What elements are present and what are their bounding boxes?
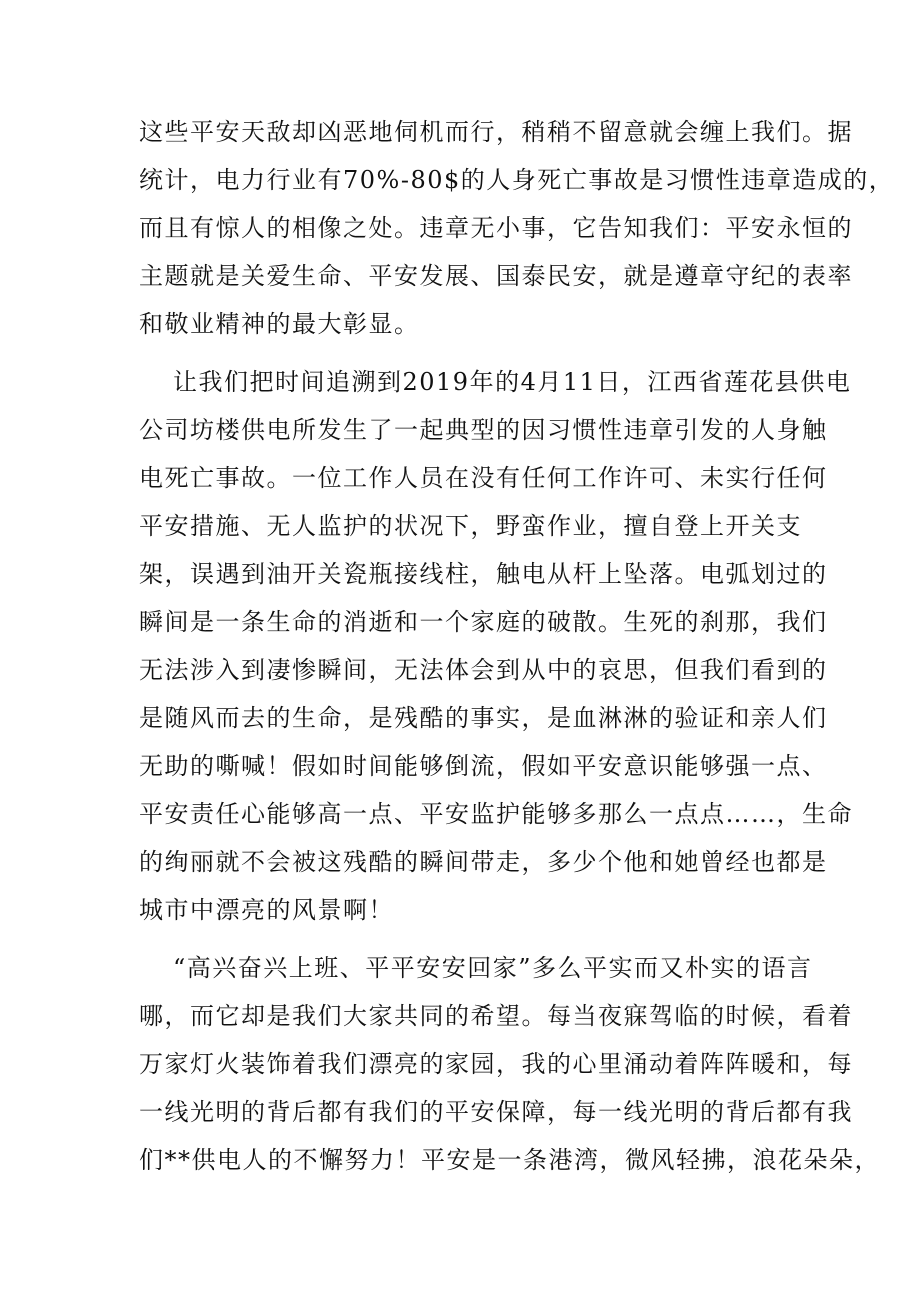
text-line: 电死亡事故。一位工作人员在没有任何工作许可、未实行任何 (139, 464, 828, 492)
text-line: 无助的嘶喊！假如时间能够倒流，假如平安意识能够强一点、 (139, 752, 828, 780)
paragraph-1 (139, 108, 895, 348)
text-line: 平安责任心能够高一点、平安监护能够多那么一点点……，生命 (139, 800, 853, 828)
text-line: 而且有惊人的相像之处。违章无小事，它告知我们：平安永恒的 (139, 214, 853, 242)
text-line: 架，误遇到油开关瓷瓶接线柱，触电从杆上坠落。电弧划过的 (139, 560, 828, 588)
text-line: 的绚丽就不会被这残酷的瞬间带走，多少个他和她曾经也都是 (139, 848, 828, 876)
text-line: 一线光明的背后都有我们的平安保障，每一线光明的背后都有我 (139, 1098, 853, 1126)
text-line: 瞬间是一条生命的消逝和一个家庭的破散。生死的刹那，我们 (139, 608, 828, 636)
text-line: 们**供电人的不懈努力！平安是一条港湾，微风轻拂，浪花朵朵， (139, 1146, 880, 1174)
text-line: 这些平安天敌却凶恶地伺机而行，稍稍不留意就会缠上我们。据 (139, 118, 853, 146)
text-line: 哪，而它却是我们大家共同的希望。每当夜寐驾临的时候，看着 (139, 1002, 853, 1030)
paragraph-spacer (139, 348, 789, 358)
text-line: 平安措施、无人监护的状况下，野蛮作业，擅自登上开关支 (139, 512, 802, 540)
paragraph-2 (139, 358, 853, 934)
document-body (139, 108, 895, 1184)
text-line: 城市中漂亮的风景啊！ (139, 896, 394, 924)
text-line: 主题就是关爱生命、平安发展、国泰民安，就是遵章守纪的表率 (139, 262, 853, 290)
paragraph-spacer (139, 934, 789, 944)
text-line: 是随风而去的生命，是残酷的事实，是血淋淋的验证和亲人们 (139, 704, 828, 732)
text-line: 和敬业精神的最大彰显。 (139, 310, 420, 338)
text-line: 让我们把时间追溯到2019年的4月11日，江西省莲花县供电 (173, 368, 852, 396)
text-line: 万家灯火装饰着我们漂亮的家园，我的心里涌动着阵阵暖和，每 (139, 1050, 853, 1078)
text-line: “高兴奋兴上班、平平安安回家”多么平实而又朴实的语言 (173, 954, 813, 982)
text-line: 公司坊楼供电所发生了一起典型的因习惯性违章引发的人身触 (139, 416, 828, 444)
paragraph-3 (139, 944, 880, 1184)
text-line: 统计，电力行业有70%-80$的人身死亡事故是习惯性违章造成的， (139, 166, 895, 194)
text-line: 无法涉入到凄惨瞬间，无法体会到从中的哀思，但我们看到的 (139, 656, 828, 684)
